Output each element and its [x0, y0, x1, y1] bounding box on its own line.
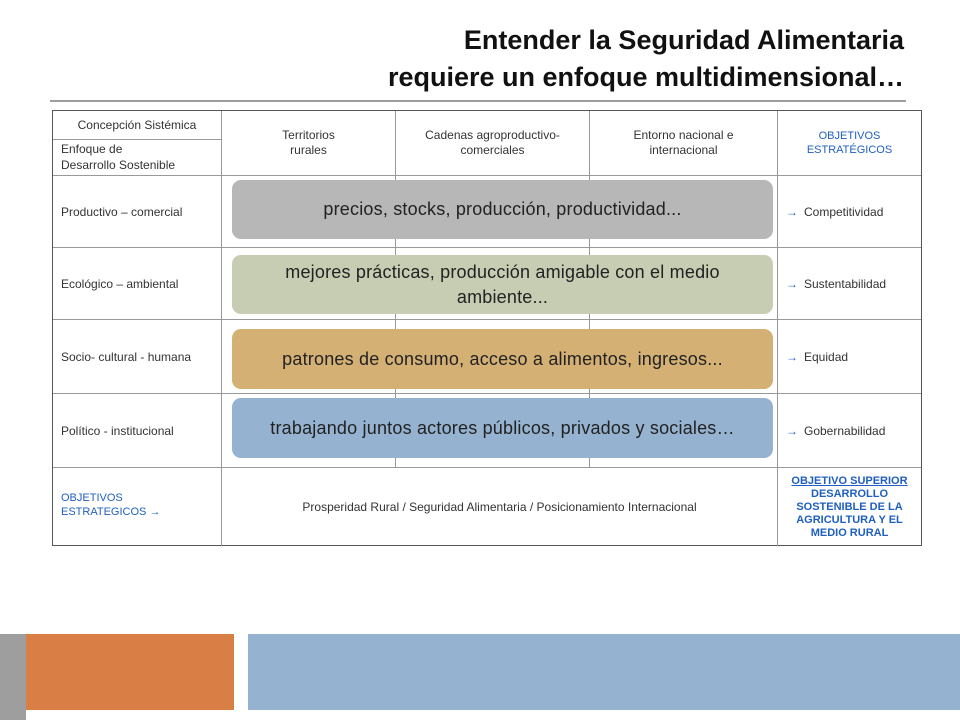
col-header-entorno [590, 111, 777, 175]
decorative-orange-block [26, 634, 234, 710]
title-line-2: requiere un enfoque multidimensional… [387, 62, 904, 92]
row-label-sociocultural [53, 320, 221, 393]
corner-header-bottom [61, 141, 221, 175]
objective-text: Equidad [804, 349, 849, 364]
corner-divider [53, 139, 221, 140]
footer-right-line: SOSTENIBLE DE LA [796, 500, 903, 513]
row-label-ecologico [53, 248, 221, 319]
slide-title [388, 22, 904, 96]
overlay-productivo [232, 180, 773, 239]
overlay-sociocultural [232, 329, 773, 389]
row-label-text: Ecológico – ambiental [61, 276, 179, 291]
col-header-line: comerciales [460, 143, 525, 157]
overlay-text: patrones de consumo, acceso a alimentos, ingresos... [282, 348, 723, 369]
col-header-cadenas [396, 111, 589, 175]
col-header-line: rurales [290, 143, 327, 157]
row-label-productivo [53, 176, 221, 247]
footer-left-line: ESTRATEGICOS [61, 506, 147, 518]
row-label-text: Socio- cultural - humana [61, 349, 192, 364]
corner-bottom-label-2: Desarrollo Sostenible [61, 158, 176, 172]
footer-superior-objective [778, 468, 921, 546]
footer-right-line: AGRICULTURA Y EL [796, 513, 903, 526]
overlay-ecologico [232, 255, 773, 314]
objectives-header-line: OBJETIVOS [818, 130, 881, 142]
col-header-line: Entorno nacional e [633, 128, 734, 142]
footer-right-line: MEDIO RURAL [810, 526, 889, 539]
objective-equidad [778, 320, 921, 393]
col-header-line: Cadenas agroproductivo- [425, 128, 560, 142]
footer-right-title: OBJETIVO SUPERIOR [791, 474, 908, 487]
objectives-header [778, 111, 921, 175]
decorative-grey-bar [0, 634, 26, 720]
arrow-right-icon: → [786, 423, 798, 438]
row-label-text: Político - institucional [61, 423, 174, 438]
corner-header-top [53, 111, 221, 139]
row-label-text: Productivo – comercial [61, 204, 183, 219]
overlay-text: trabajando juntos actores públicos, privados y sociales… [270, 417, 735, 438]
footer-left-line: OBJETIVOS [61, 492, 123, 504]
footer-center-text [222, 468, 777, 546]
objective-text: Competitividad [804, 204, 884, 219]
arrow-right-icon: → [786, 349, 798, 364]
col-header-line: Territorios [282, 128, 335, 142]
decorative-blue-block [248, 634, 960, 710]
objective-text: Sustentabilidad [804, 276, 887, 291]
overlay-politico [232, 398, 773, 458]
framework-table [52, 110, 922, 546]
col-header-territorios [222, 111, 395, 175]
footer-center-label: Prosperidad Rural / Seguridad Alimentaria / Posicionamiento Internacional [302, 500, 697, 514]
arrow-right-icon: → [786, 276, 798, 291]
objectives-header-line: ESTRATÉGICOS [806, 144, 893, 156]
title-line-1: Entender la Seguridad Alimentaria [463, 25, 904, 55]
col-header-line: internacional [649, 143, 718, 157]
title-underline [50, 100, 906, 102]
overlay-text: precios, stocks, producción, productividad... [323, 199, 682, 219]
arrow-right-icon: → [149, 506, 161, 518]
objective-sustentabilidad [778, 248, 921, 319]
row-label-politico [53, 394, 221, 467]
objective-gobernabilidad [778, 394, 921, 467]
corner-bottom-label-1: Enfoque de [61, 142, 123, 156]
footer-right-line: DESARROLLO [811, 487, 888, 500]
arrow-right-icon: → [786, 204, 798, 219]
objective-text: Gobernabilidad [804, 423, 886, 438]
objective-competitividad [778, 176, 921, 247]
overlay-text: mejores prácticas, producción amigable con el medio ambiente... [285, 261, 720, 307]
footer-objectives-label [61, 491, 221, 519]
corner-top-label: Concepción Sistémica [77, 118, 197, 132]
